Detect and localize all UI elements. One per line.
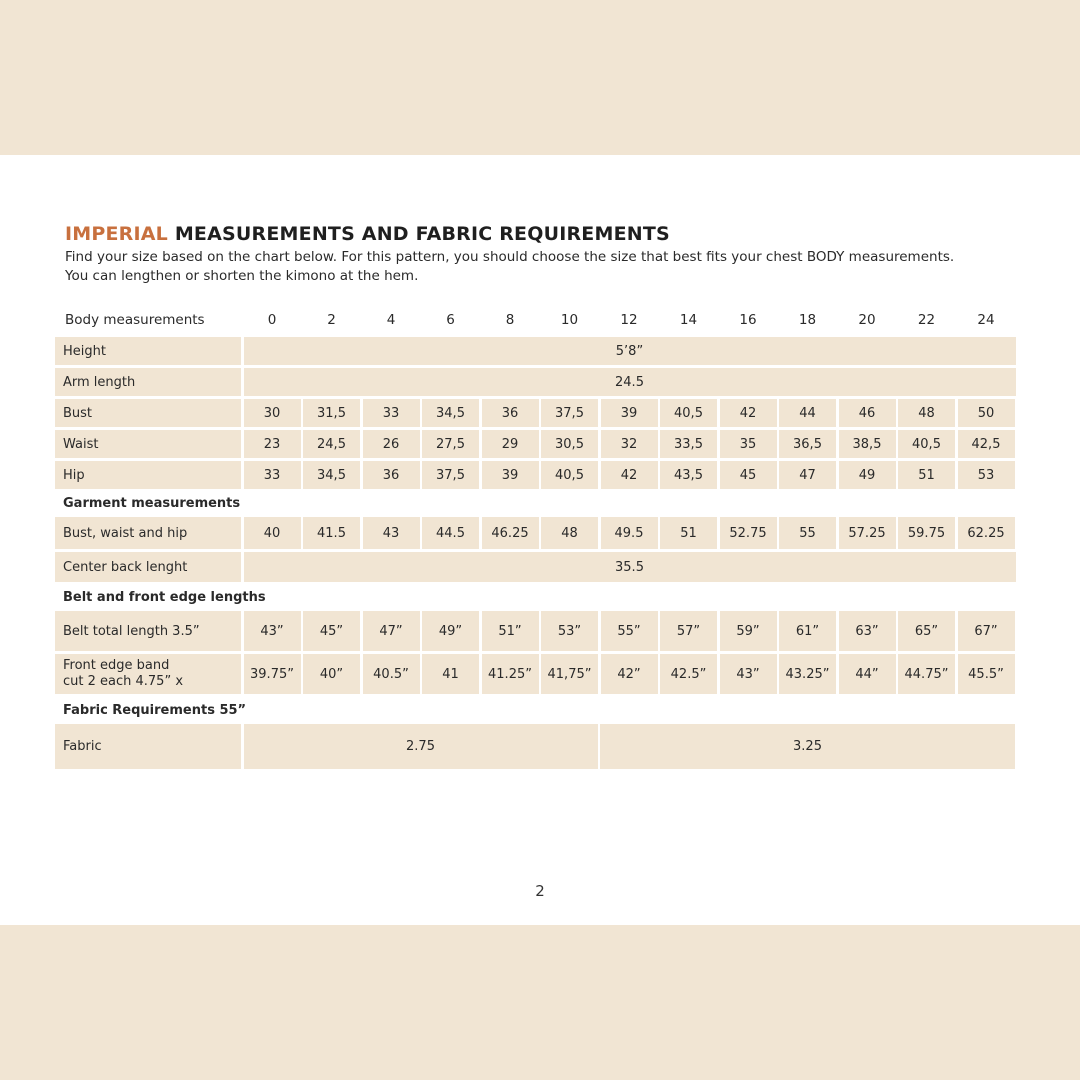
garment-cell: 57.25 <box>839 517 896 549</box>
table-row <box>55 368 1017 396</box>
hip-cell: 43,5 <box>660 461 717 489</box>
front-edge-cell: 41 <box>422 654 479 694</box>
row-label-bust: Bust <box>55 399 241 427</box>
belt-cell: 45” <box>303 611 360 651</box>
table-row <box>55 461 1017 489</box>
waist-cell: 24,5 <box>303 430 360 458</box>
bust-cell: 42 <box>720 399 777 427</box>
page-number: 2 <box>535 882 545 900</box>
size-header: 4 <box>386 312 396 328</box>
row-label-waist: Waist <box>55 430 241 458</box>
front-edge-cell: 41.25” <box>482 654 539 694</box>
garment-cell: 62.25 <box>958 517 1015 549</box>
belt-cell: 67” <box>958 611 1015 651</box>
waist-cell: 30,5 <box>541 430 598 458</box>
table-row <box>55 654 1017 694</box>
document-page <box>0 155 1080 925</box>
page-title <box>65 223 670 245</box>
section-fabric-requirements: Fabric Requirements 55” <box>63 702 247 718</box>
front-edge-cell: 42” <box>601 654 658 694</box>
belt-cell: 51” <box>482 611 539 651</box>
section-belt-front-edge: Belt and front edge lengths <box>63 589 266 605</box>
bust-cell: 31,5 <box>303 399 360 427</box>
hip-cell: 42 <box>601 461 658 489</box>
hip-cell: 39 <box>482 461 539 489</box>
row-label-arm-length: Arm length <box>55 368 241 396</box>
waist-cell: 29 <box>482 430 539 458</box>
bust-cell: 36 <box>482 399 539 427</box>
size-header: 12 <box>620 312 638 328</box>
front-edge-cell: 41,75” <box>541 654 598 694</box>
garment-cell: 55 <box>779 517 836 549</box>
waist-cell: 38,5 <box>839 430 896 458</box>
title-accent: IMPERIAL <box>65 223 168 245</box>
size-header: 2 <box>327 312 336 328</box>
row-label-front-edge <box>55 654 241 694</box>
table-row <box>55 611 1017 651</box>
size-header: 6 <box>446 312 455 328</box>
top-band <box>0 0 1080 155</box>
size-header: 24 <box>977 312 995 328</box>
intro-line-1: Find your size based on the chart below. For this pattern, you should choose the size that best fits your chest BODY measurements. <box>65 249 955 265</box>
section-row <box>55 585 1017 609</box>
garment-cell: 41.5 <box>303 517 360 549</box>
arm-length-value: 24.5 <box>244 368 1016 396</box>
bust-cell: 34,5 <box>422 399 479 427</box>
table-row <box>55 517 1017 549</box>
front-edge-cell: 40” <box>303 654 360 694</box>
table-row <box>55 724 1017 769</box>
belt-cell: 57” <box>660 611 717 651</box>
row-label-belt-total: Belt total length 3.5” <box>55 611 241 651</box>
intro-text <box>65 248 1025 286</box>
section-row <box>55 491 1017 515</box>
front-edge-cell: 40.5” <box>363 654 420 694</box>
bust-cell: 50 <box>958 399 1015 427</box>
center-back-value: 35.5 <box>244 552 1016 582</box>
belt-cell: 59” <box>720 611 777 651</box>
front-edge-cell: 45.5” <box>958 654 1015 694</box>
hip-cell: 40,5 <box>541 461 598 489</box>
hip-cell: 37,5 <box>422 461 479 489</box>
front-edge-label-line-2: cut 2 each 4.75” x <box>63 674 184 689</box>
fabric-value-large: 3.25 <box>600 724 1015 769</box>
hip-cell: 51 <box>898 461 955 489</box>
front-edge-label-line-1: Front edge band <box>63 658 170 673</box>
table-row <box>55 552 1017 582</box>
hip-cell: 53 <box>958 461 1015 489</box>
garment-cell: 44.5 <box>422 517 479 549</box>
table-row <box>55 399 1017 427</box>
title-rest: MEASUREMENTS AND FABRIC REQUIREMENTS <box>174 223 670 245</box>
belt-cell: 47” <box>363 611 420 651</box>
size-header: 0 <box>267 312 277 328</box>
bust-cell: 46 <box>839 399 896 427</box>
bust-cell: 33 <box>363 399 420 427</box>
garment-cell: 51 <box>660 517 717 549</box>
hip-cell: 45 <box>720 461 777 489</box>
bust-cell: 39 <box>601 399 658 427</box>
size-header: 16 <box>739 312 757 328</box>
garment-cell: 46.25 <box>482 517 539 549</box>
waist-cell: 36,5 <box>779 430 836 458</box>
belt-cell: 55” <box>601 611 658 651</box>
front-edge-cell: 44.75” <box>898 654 955 694</box>
fabric-value-small: 2.75 <box>244 724 598 769</box>
bottom-band <box>0 925 1080 1080</box>
row-label-hip: Hip <box>55 461 241 489</box>
garment-cell: 43 <box>363 517 420 549</box>
header-label: Body measurements <box>65 312 205 328</box>
front-edge-cell: 43” <box>720 654 777 694</box>
height-value: 5’8” <box>244 337 1016 365</box>
row-label-fabric: Fabric <box>55 724 241 769</box>
garment-cell: 49.5 <box>601 517 658 549</box>
waist-cell: 33,5 <box>660 430 717 458</box>
garment-cell: 40 <box>244 517 301 549</box>
size-header: 22 <box>917 312 936 328</box>
waist-cell: 23 <box>244 430 301 458</box>
section-garment-measurements: Garment measurements <box>63 495 241 511</box>
hip-cell: 36 <box>363 461 420 489</box>
size-header: 14 <box>679 312 698 328</box>
belt-cell: 65” <box>898 611 955 651</box>
waist-cell: 35 <box>720 430 777 458</box>
belt-cell: 53” <box>541 611 598 651</box>
table-row <box>55 430 1017 458</box>
hip-cell: 34,5 <box>303 461 360 489</box>
front-edge-cell: 42.5” <box>660 654 717 694</box>
intro-line-2: You can lengthen or shorten the kimono at the hem. <box>65 268 419 284</box>
front-edge-cell: 43.25” <box>779 654 836 694</box>
hip-cell: 49 <box>839 461 896 489</box>
bust-cell: 40,5 <box>660 399 717 427</box>
belt-cell: 43” <box>244 611 301 651</box>
bust-cell: 30 <box>244 399 301 427</box>
table-row <box>55 337 1017 365</box>
bust-cell: 37,5 <box>541 399 598 427</box>
waist-cell: 42,5 <box>958 430 1015 458</box>
hip-cell: 47 <box>779 461 836 489</box>
section-row <box>55 697 1017 723</box>
front-edge-cell: 39.75” <box>244 654 301 694</box>
belt-cell: 61” <box>779 611 836 651</box>
belt-cell: 49” <box>422 611 479 651</box>
size-header: 8 <box>505 312 515 328</box>
garment-cell: 48 <box>541 517 598 549</box>
hip-cell: 33 <box>244 461 301 489</box>
garment-cell: 59.75 <box>898 517 955 549</box>
waist-cell: 40,5 <box>898 430 955 458</box>
front-edge-cell: 44” <box>839 654 896 694</box>
row-label-bust-waist-hip: Bust, waist and hip <box>55 517 241 549</box>
bust-cell: 44 <box>779 399 836 427</box>
bust-cell: 48 <box>898 399 955 427</box>
size-header: 18 <box>798 312 817 328</box>
size-header: 20 <box>858 312 876 328</box>
waist-cell: 26 <box>363 430 420 458</box>
row-label-height: Height <box>55 337 241 365</box>
header-row <box>55 305 1017 335</box>
waist-cell: 27,5 <box>422 430 479 458</box>
row-label-center-back: Center back lenght <box>55 552 241 582</box>
waist-cell: 32 <box>601 430 658 458</box>
size-header: 10 <box>560 312 579 328</box>
belt-cell: 63” <box>839 611 896 651</box>
garment-cell: 52.75 <box>720 517 777 549</box>
